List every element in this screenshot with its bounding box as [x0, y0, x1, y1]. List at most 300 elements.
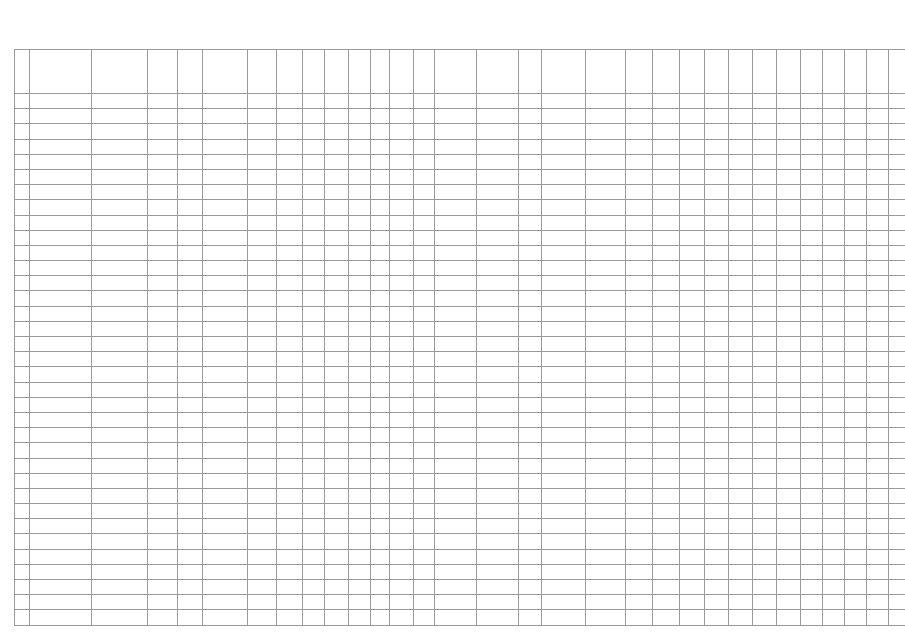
table-cell: [777, 245, 801, 260]
table-cell: [845, 610, 867, 625]
table-cell: [148, 215, 178, 230]
table-cell: [303, 549, 325, 564]
table-cell: [303, 169, 325, 184]
table-cell: [867, 169, 889, 184]
table-cell: [30, 443, 92, 458]
table-cell: [653, 473, 680, 488]
table-cell: [477, 519, 519, 534]
table-row: [15, 245, 905, 260]
table-row: [15, 564, 905, 579]
table-cell: [371, 458, 390, 473]
table-cell: [92, 109, 148, 124]
table-cell: [477, 291, 519, 306]
table-cell: [801, 200, 823, 215]
table-cell: [148, 564, 178, 579]
table-cell: [705, 549, 729, 564]
table-cell: [753, 321, 777, 336]
table-cell: [519, 321, 542, 336]
table-cell: [277, 564, 303, 579]
table-cell: [15, 94, 30, 109]
table-cell: [845, 595, 867, 610]
table-cell: [203, 291, 248, 306]
table-cell: [435, 397, 477, 412]
table-cell: [477, 169, 519, 184]
table-cell: [303, 230, 325, 245]
table-cell: [30, 412, 92, 427]
table-cell: [325, 215, 349, 230]
table-cell: [178, 443, 203, 458]
table-cell: [653, 564, 680, 579]
table-cell: [435, 534, 477, 549]
column-header: [15, 50, 30, 94]
table-cell: [178, 276, 203, 291]
table-cell: [203, 397, 248, 412]
table-cell: [729, 261, 753, 276]
table-cell: [653, 94, 680, 109]
table-cell: [653, 109, 680, 124]
table-cell: [148, 443, 178, 458]
table-cell: [325, 352, 349, 367]
table-cell: [777, 458, 801, 473]
table-cell: [845, 185, 867, 200]
table-cell: [680, 397, 705, 412]
column-header: [801, 50, 823, 94]
table-cell: [325, 549, 349, 564]
table-cell: [653, 215, 680, 230]
table-cell: [653, 124, 680, 139]
table-cell: [626, 169, 653, 184]
table-cell: [30, 428, 92, 443]
table-cell: [277, 245, 303, 260]
table-cell: [148, 321, 178, 336]
table-cell: [823, 504, 845, 519]
table-cell: [753, 215, 777, 230]
table-cell: [15, 337, 30, 352]
table-cell: [845, 458, 867, 473]
table-cell: [15, 200, 30, 215]
table-cell: [390, 549, 414, 564]
table-cell: [867, 580, 889, 595]
table-cell: [586, 549, 626, 564]
table-cell: [178, 185, 203, 200]
table-cell: [148, 169, 178, 184]
table-cell: [325, 488, 349, 503]
table-cell: [586, 291, 626, 306]
table-cell: [435, 564, 477, 579]
table-cell: [303, 139, 325, 154]
table-cell: [542, 276, 586, 291]
table-cell: [729, 519, 753, 534]
table-cell: [349, 169, 371, 184]
table-cell: [15, 580, 30, 595]
table-cell: [203, 245, 248, 260]
table-cell: [845, 580, 867, 595]
table-row: [15, 154, 905, 169]
table-cell: [414, 185, 435, 200]
table-cell: [277, 276, 303, 291]
table-cell: [889, 139, 905, 154]
table-cell: [390, 321, 414, 336]
table-cell: [15, 109, 30, 124]
table-cell: [477, 549, 519, 564]
table-cell: [680, 580, 705, 595]
table-cell: [542, 397, 586, 412]
table-cell: [325, 534, 349, 549]
column-header: [435, 50, 477, 94]
table-cell: [777, 337, 801, 352]
table-cell: [414, 261, 435, 276]
table-cell: [30, 230, 92, 245]
table-cell: [203, 352, 248, 367]
table-cell: [680, 291, 705, 306]
table-cell: [371, 154, 390, 169]
table-cell: [801, 443, 823, 458]
table-cell: [653, 291, 680, 306]
table-cell: [414, 610, 435, 625]
table-cell: [390, 139, 414, 154]
table-cell: [148, 412, 178, 427]
table-cell: [371, 109, 390, 124]
table-cell: [15, 549, 30, 564]
table-cell: [753, 473, 777, 488]
table-cell: [325, 382, 349, 397]
table-cell: [303, 276, 325, 291]
table-cell: [303, 412, 325, 427]
column-header: [30, 50, 92, 94]
table-cell: [203, 534, 248, 549]
table-cell: [729, 291, 753, 306]
table-cell: [414, 412, 435, 427]
table-cell: [277, 549, 303, 564]
table-cell: [845, 352, 867, 367]
table-cell: [414, 169, 435, 184]
table-cell: [92, 488, 148, 503]
table-cell: [148, 276, 178, 291]
table-cell: [371, 519, 390, 534]
table-cell: [653, 549, 680, 564]
table-cell: [801, 245, 823, 260]
table-cell: [203, 367, 248, 382]
column-header: [519, 50, 542, 94]
table-cell: [325, 473, 349, 488]
column-header: [889, 50, 905, 94]
table-cell: [414, 443, 435, 458]
table-cell: [889, 154, 905, 169]
table-cell: [867, 306, 889, 321]
table-cell: [889, 321, 905, 336]
table-cell: [248, 306, 277, 321]
table-cell: [729, 595, 753, 610]
table-cell: [30, 382, 92, 397]
table-cell: [777, 580, 801, 595]
table-cell: [777, 261, 801, 276]
table-cell: [542, 549, 586, 564]
table-cell: [753, 412, 777, 427]
table-cell: [586, 109, 626, 124]
table-cell: [519, 169, 542, 184]
table-cell: [729, 534, 753, 549]
table-cell: [729, 564, 753, 579]
table-cell: [303, 610, 325, 625]
table-cell: [626, 580, 653, 595]
table-cell: [349, 564, 371, 579]
table-cell: [889, 337, 905, 352]
table-cell: [277, 200, 303, 215]
table-cell: [586, 94, 626, 109]
table-cell: [519, 519, 542, 534]
table-cell: [542, 185, 586, 200]
table-cell: [371, 504, 390, 519]
table-cell: [203, 230, 248, 245]
table-cell: [477, 94, 519, 109]
table-cell: [435, 519, 477, 534]
table-cell: [680, 534, 705, 549]
table-cell: [777, 564, 801, 579]
table-cell: [519, 94, 542, 109]
table-cell: [30, 215, 92, 230]
table-cell: [889, 595, 905, 610]
table-cell: [477, 428, 519, 443]
table-cell: [845, 139, 867, 154]
table-cell: [349, 276, 371, 291]
table-cell: [203, 276, 248, 291]
table-cell: [519, 215, 542, 230]
table-cell: [325, 367, 349, 382]
table-cell: [178, 306, 203, 321]
table-cell: [729, 504, 753, 519]
table-cell: [371, 397, 390, 412]
table-cell: [203, 306, 248, 321]
table-cell: [248, 473, 277, 488]
table-cell: [414, 94, 435, 109]
table-cell: [729, 458, 753, 473]
table-cell: [435, 94, 477, 109]
table-cell: [414, 321, 435, 336]
table-cell: [477, 443, 519, 458]
table-cell: [845, 291, 867, 306]
table-cell: [178, 230, 203, 245]
table-cell: [92, 261, 148, 276]
table-row: [15, 185, 905, 200]
table-cell: [15, 245, 30, 260]
table-cell: [867, 488, 889, 503]
table-cell: [277, 412, 303, 427]
table-cell: [30, 564, 92, 579]
table-cell: [148, 580, 178, 595]
table-cell: [349, 337, 371, 352]
table-cell: [845, 443, 867, 458]
table-cell: [371, 169, 390, 184]
table-cell: [325, 109, 349, 124]
table-cell: [325, 564, 349, 579]
table-cell: [203, 200, 248, 215]
table-cell: [626, 504, 653, 519]
table-cell: [349, 291, 371, 306]
table-cell: [325, 321, 349, 336]
table-cell: [325, 443, 349, 458]
table-cell: [390, 519, 414, 534]
table-cell: [753, 185, 777, 200]
table-cell: [325, 580, 349, 595]
table-cell: [390, 185, 414, 200]
table-cell: [477, 306, 519, 321]
table-cell: [542, 215, 586, 230]
table-cell: [823, 534, 845, 549]
table-cell: [753, 504, 777, 519]
table-cell: [349, 473, 371, 488]
table-cell: [15, 215, 30, 230]
table-cell: [845, 215, 867, 230]
table-cell: [626, 185, 653, 200]
table-cell: [435, 306, 477, 321]
table-row: [15, 519, 905, 534]
table-cell: [148, 473, 178, 488]
table-cell: [729, 230, 753, 245]
table-cell: [777, 504, 801, 519]
table-cell: [277, 337, 303, 352]
table-cell: [15, 564, 30, 579]
table-cell: [729, 428, 753, 443]
table-cell: [15, 154, 30, 169]
table-cell: [148, 261, 178, 276]
table-cell: [889, 169, 905, 184]
table-cell: [325, 504, 349, 519]
table-cell: [414, 534, 435, 549]
table-cell: [586, 139, 626, 154]
table-cell: [92, 412, 148, 427]
table-cell: [325, 595, 349, 610]
table-cell: [30, 367, 92, 382]
table-cell: [15, 169, 30, 184]
table-cell: [248, 169, 277, 184]
table-cell: [542, 473, 586, 488]
table-cell: [777, 352, 801, 367]
table-row: [15, 306, 905, 321]
table-cell: [92, 397, 148, 412]
table-cell: [705, 367, 729, 382]
table-cell: [435, 337, 477, 352]
table-cell: [203, 443, 248, 458]
table-cell: [586, 610, 626, 625]
table-cell: [801, 185, 823, 200]
table-cell: [277, 473, 303, 488]
table-cell: [801, 397, 823, 412]
table-cell: [349, 382, 371, 397]
table-cell: [823, 352, 845, 367]
table-cell: [653, 504, 680, 519]
table-cell: [753, 169, 777, 184]
table-cell: [519, 412, 542, 427]
table-cell: [15, 488, 30, 503]
table-cell: [586, 534, 626, 549]
table-cell: [705, 610, 729, 625]
table-cell: [414, 124, 435, 139]
table-cell: [705, 443, 729, 458]
table-cell: [178, 580, 203, 595]
table-cell: [303, 473, 325, 488]
table-cell: [92, 245, 148, 260]
table-cell: [519, 488, 542, 503]
table-row: [15, 473, 905, 488]
table-cell: [705, 412, 729, 427]
table-cell: [801, 382, 823, 397]
table-cell: [477, 595, 519, 610]
table-cell: [653, 306, 680, 321]
table-cell: [414, 215, 435, 230]
table-cell: [92, 306, 148, 321]
table-cell: [148, 428, 178, 443]
table-cell: [845, 504, 867, 519]
table-cell: [277, 291, 303, 306]
table-cell: [390, 458, 414, 473]
table-cell: [92, 230, 148, 245]
table-cell: [325, 94, 349, 109]
table-cell: [586, 443, 626, 458]
table-cell: [801, 564, 823, 579]
table-cell: [477, 610, 519, 625]
table-row: [15, 230, 905, 245]
table-cell: [753, 595, 777, 610]
table-cell: [349, 352, 371, 367]
table-cell: [867, 564, 889, 579]
table-cell: [371, 261, 390, 276]
table-cell: [435, 595, 477, 610]
table-cell: [519, 458, 542, 473]
table-cell: [414, 230, 435, 245]
table-cell: [303, 367, 325, 382]
table-cell: [653, 185, 680, 200]
table-cell: [435, 443, 477, 458]
table-cell: [729, 367, 753, 382]
table-cell: [414, 428, 435, 443]
table-cell: [148, 154, 178, 169]
table-body: [15, 94, 905, 626]
table-cell: [371, 580, 390, 595]
table-cell: [653, 428, 680, 443]
table-cell: [92, 534, 148, 549]
table-cell: [586, 321, 626, 336]
table-cell: [586, 306, 626, 321]
table-cell: [889, 230, 905, 245]
table-cell: [303, 534, 325, 549]
table-cell: [435, 428, 477, 443]
table-cell: [823, 458, 845, 473]
table-cell: [705, 534, 729, 549]
table-cell: [15, 504, 30, 519]
table-cell: [542, 169, 586, 184]
table-cell: [801, 549, 823, 564]
table-cell: [845, 428, 867, 443]
table-cell: [753, 230, 777, 245]
table-cell: [801, 534, 823, 549]
table-cell: [653, 367, 680, 382]
table-cell: [349, 109, 371, 124]
table-cell: [845, 367, 867, 382]
table-row: [15, 382, 905, 397]
table-row: [15, 109, 905, 124]
table-cell: [390, 245, 414, 260]
table-cell: [390, 276, 414, 291]
table-cell: [705, 473, 729, 488]
table-cell: [92, 504, 148, 519]
table-cell: [325, 124, 349, 139]
table-cell: [30, 488, 92, 503]
column-header: [349, 50, 371, 94]
table-cell: [705, 595, 729, 610]
table-cell: [801, 154, 823, 169]
table-cell: [705, 245, 729, 260]
table-cell: [519, 534, 542, 549]
